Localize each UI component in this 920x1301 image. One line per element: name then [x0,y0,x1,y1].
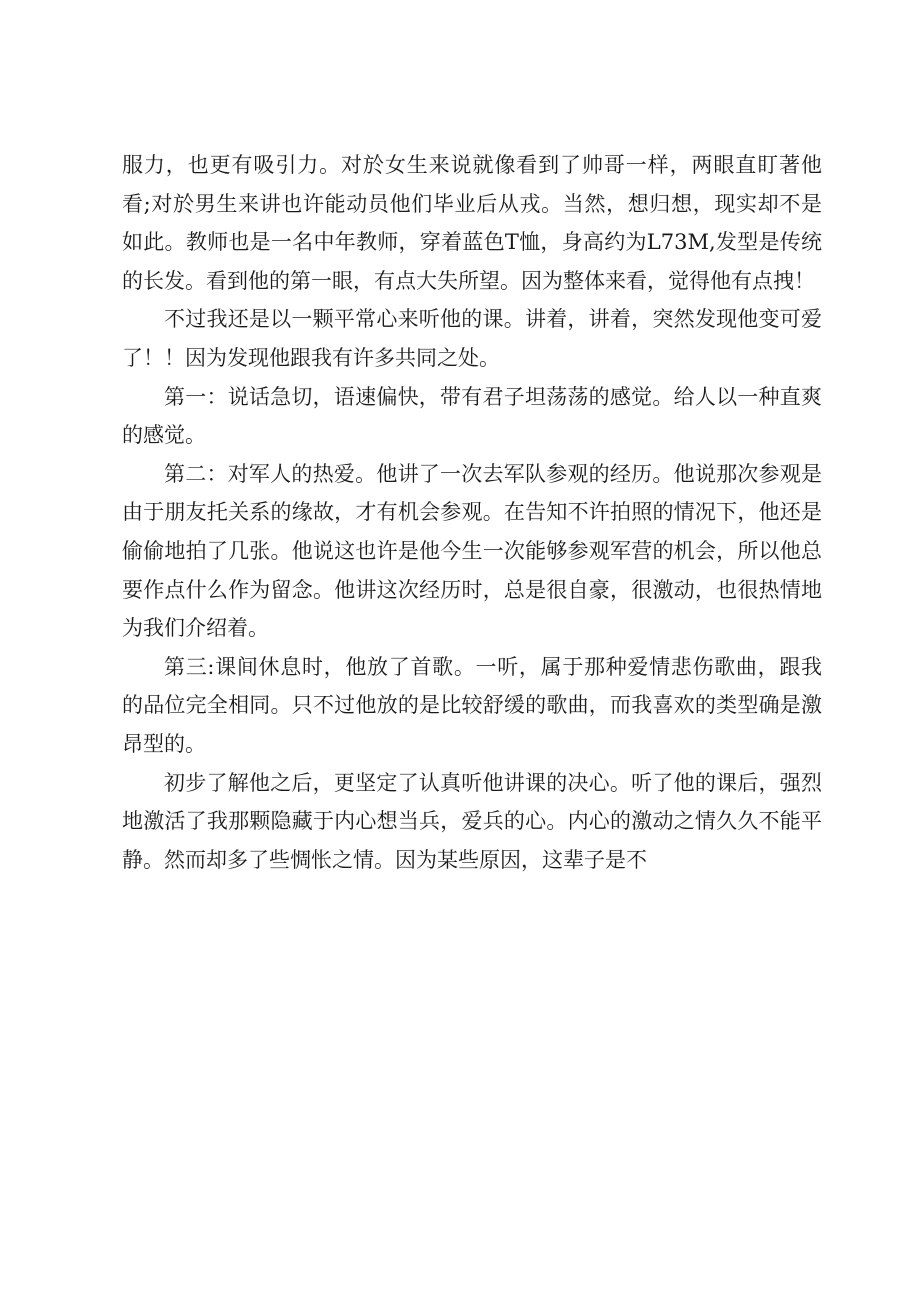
document-body [122,146,822,879]
paragraph-1: 服力，也更有吸引力。对於女生来说就像看到了帅哥一样，两眼直盯著他看;对於男生来讲也许能动员他们毕业后从戎。当然，想归想，现实却不是如此。教师也是一名中年教师，穿着蓝色T恤，身高约为L73M,发型是传统的长发。看到他的第一眼，有点大失所望。因为整体来看，觉得他有点拽！ [122,153,822,293]
paragraph-5: 第三:课间休息时，他放了首歌。一听，属于那种爱情悲伤歌曲，跟我的品位完全相同。只不过他放的是比较舒缓的歌曲，而我喜欢的类型确是激昂型的。 [122,654,822,756]
paragraph-6: 初步了解他之后，更坚定了认真听他讲课的决心。听了他的课后，强烈地激活了我那颗隐藏于内心想当兵，爱兵的心。内心的激动之情久久不能平静。然而却多了些惆怅之情。因为某些原因，这辈子是不 [122,770,822,872]
paragraph-3: 第一：说话急切，语速偏快，带有君子坦荡荡的感觉。给人以一种直爽的感觉。 [122,384,822,448]
paragraph-2: 不过我还是以一颗平常心来听他的课。讲着，讲着，突然发现他变可爱了！！因为发现他跟我有许多共同之处。 [122,307,822,370]
paragraph-4: 第二：对军人的热爱。他讲了一次去军队参观的经历。他说那次参观是由于朋友托关系的缘故，才有机会参观。在告知不许拍照的情况下，他还是偷偷地拍了几张。他说这也许是他今生一次能够参观军营的机会，所以他总要作点什么作为留念。他讲这次经历时，总是很自豪，很激动，也很热情地为我们介绍着。 [122,461,822,641]
